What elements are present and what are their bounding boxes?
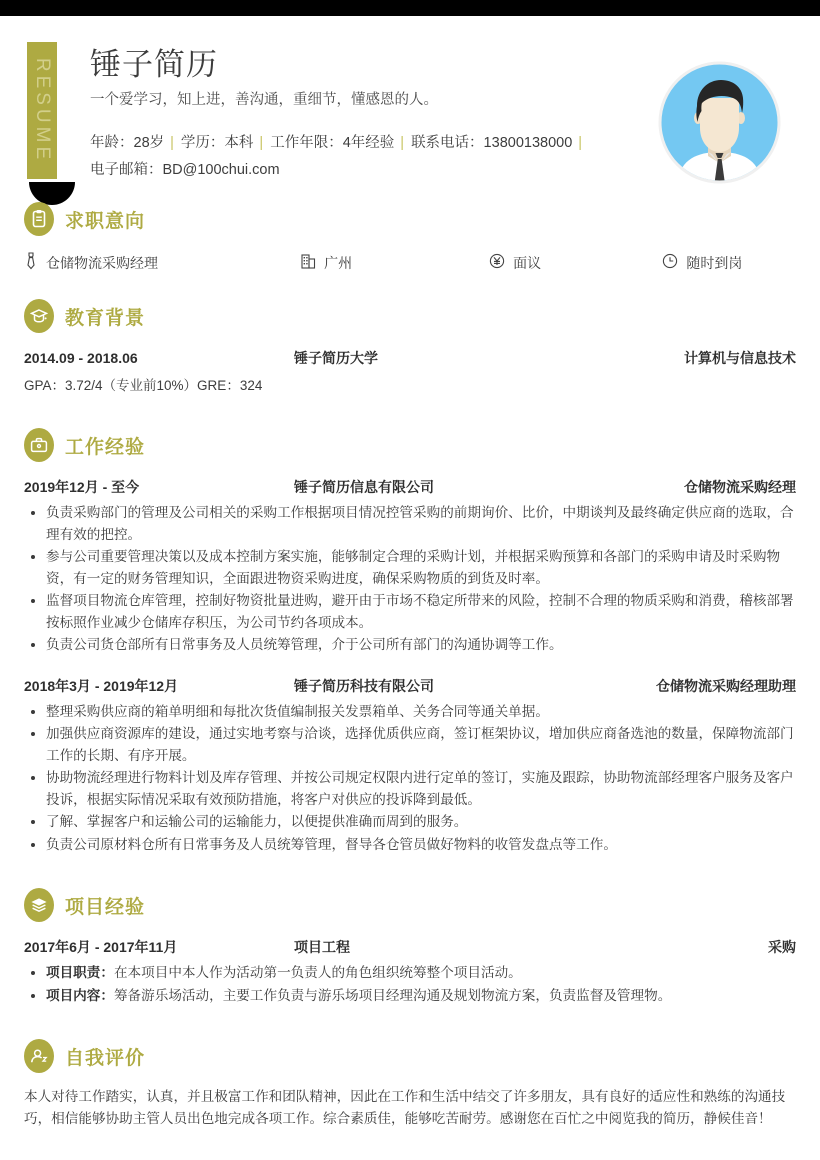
list-item: 协助物流经理进行物料计划及库存管理、并按公司规定权限内进行定单的签订，实施及跟踪，协助物流部经理客户服务及客户投诉，根据实际情况采取有效预防措施，将客户对供应的投诉降到最低。 [24,767,796,810]
work-entry-head [24,476,796,498]
intent-city [301,252,489,273]
education-school: 锤子简历大学 [294,350,378,366]
section-title-work-experience: 工作经验 [65,436,146,458]
section-title-self-evaluation: 自我评价 [65,1047,146,1069]
project-period: 2017年6月 - 2017年11月 [24,939,178,955]
spacer [24,1007,796,1039]
candidate-tagline: 一个爱学习，知上进，善沟通，重细节，懂感恩的人。 [90,92,438,108]
list-item: 整理采购供应商的箱单明细和每批次货值编制报关发票箱单、关务合同等通关单据。 [24,701,796,723]
project-role: 采购 [768,939,796,955]
resume-body [0,202,820,1130]
work-role: 仓储物流采购经理助理 [656,677,796,694]
job-intent-row [24,252,796,273]
list-item: 负责采购部门的管理及公司相关的采购工作根据项目情况控管采购的前期询价、比价，中期谈判及最终确定供应商的选取，合理有效的把控。 [24,502,796,545]
intent-availability [662,252,796,273]
tie-icon [24,252,38,273]
education-major: 计算机与信息技术 [684,350,796,366]
list-item: 加强供应商资源库的建设，通过实地考察与洽谈，选择优质供应商，签订框架协议，增加供应商备选池的数量，保障物流部门工作的长期、有序开展。 [24,723,796,766]
project-entry-head [24,936,796,958]
list-item: 负责公司原材料仓所有日常事务及人员统筹管理，督导各仓管员做好物料的收管发盘点等工作。 [24,834,796,856]
education-period: 2014.09 - 2018.06 [24,350,138,366]
spacer [24,273,796,299]
section-title-project-experience: 项目经验 [65,896,146,918]
work-company: 锤子简历信息有限公司 [294,479,434,495]
list-item: 监督项目物流仓库管理，控制好物资批量进购，避开由于市场不稳定所带来的风险，控制不合理的物质采购和消费，稽核部署按标照作业减少仓储库存积压，为公司节约各项成本。 [24,590,796,633]
section-title-education: 教育背景 [65,307,146,329]
list-item: 了解、掌握客户和运输公司的运输能力，以便提供准确而周到的服务。 [24,811,796,833]
intent-availability-label: 随时到岗 [686,254,743,271]
list-item [24,985,796,1007]
briefcase-icon [24,428,54,462]
work-bullets [24,701,796,856]
work-period: 2018年3月 - 2019年12月 [24,677,179,694]
resume-side-tab-label: RESUME [32,57,53,164]
resume-side-tab [27,42,57,179]
clock-icon [662,253,678,272]
section-header-education [24,299,796,333]
meta-experience: 工作年限：4年经验 [270,135,395,151]
section-education [24,299,796,396]
project-name: 项目工程 [294,939,350,955]
list-item: 负责公司货仓部所有日常事务及人员统筹管理，介于公司所有部门的沟通协调等工作。 [24,634,796,656]
section-title-job-intent: 求职意向 [65,210,146,232]
meta-degree: 学历：本科 [180,135,254,151]
project-content-label: 项目内容： [46,987,114,1003]
self-evaluation-text: 本人对待工作踏实，认真，并且极富工作和团队精神，因此在工作和生活中结交了许多朋友，具有良好的适应性和熟练的沟通技巧，相信能够协助主管人员出色地完成各项工作。综合素质佳，能够吃苦耐劳。感谢您在百忙之中阅览我的简历，静候佳音！ [24,1089,786,1126]
header-main-info [90,46,620,184]
clipboard-icon [24,202,54,236]
meta-divider: | [400,135,405,151]
section-project-experience [24,888,796,1006]
candidate-name: 锤子简历 [90,47,218,82]
yen-icon [489,253,505,272]
intent-city-label: 广州 [324,254,353,271]
section-header-work-experience [24,428,796,462]
meta-divider: | [170,135,174,151]
section-work-experience [24,428,796,855]
candidate-meta-line [90,130,620,157]
work-entry [24,675,796,856]
avatar-illustration [657,60,782,185]
graduation-cap-icon [24,299,54,333]
section-header-job-intent [24,202,796,236]
intent-salary-label: 面议 [513,254,542,271]
section-job-intent [24,202,796,273]
meta-divider: | [578,135,583,151]
top-black-bar [0,0,820,16]
avatar [657,60,782,185]
work-bullets [24,502,796,656]
resume-header [0,16,820,202]
spacer [24,856,796,888]
section-self-evaluation [24,1039,796,1130]
section-header-project-experience [24,888,796,922]
project-duty-text: 在本项目中本人作为活动第一负责人的角色组织统筹整个项目活动。 [113,965,522,980]
list-item: 参与公司重要管理决策以及成本控制方案实施，能够制定合理的采购计划，并根据采购预算和各部门的采购申请及时采购物资，有一定的财务管理知识，全面跟进物资采购进度，确保采购物质的到货及时率。 [24,546,796,589]
project-entry [24,936,796,1006]
spacer [24,396,796,428]
meta-divider: | [259,135,264,151]
intent-position-label: 仓储物流采购经理 [46,254,158,271]
work-entry-head [24,675,796,697]
education-entry [24,347,796,396]
project-content-text: 筹备游乐场活动，主要工作负责与游乐场项目经理沟通及规划物流方案，负责监督及管理物。 [113,987,672,1003]
education-entry-head [24,347,796,369]
spacer [24,657,796,675]
list-item [24,962,796,984]
work-company: 锤子简历科技有限公司 [294,677,434,694]
candidate-email-line: 电子邮箱：BD@100chui.com [90,162,280,178]
meta-phone: 联系电话：13800138000 [411,135,573,151]
education-detail: GPA：3.72/4（专业前10%）GRE：324 [24,378,263,393]
work-role: 仓储物流采购经理 [684,479,796,495]
intent-position [24,252,301,273]
work-entry [24,476,796,656]
section-header-self-evaluation [24,1039,796,1073]
building-icon [301,253,316,272]
user-icon [24,1039,54,1073]
project-duty-label: 项目职责： [46,965,114,980]
project-bullets [24,962,796,1006]
layers-icon [24,888,54,922]
work-period: 2019年12月 - 至今 [24,479,140,495]
intent-salary [489,252,662,273]
meta-age: 年龄：28岁 [90,135,165,151]
